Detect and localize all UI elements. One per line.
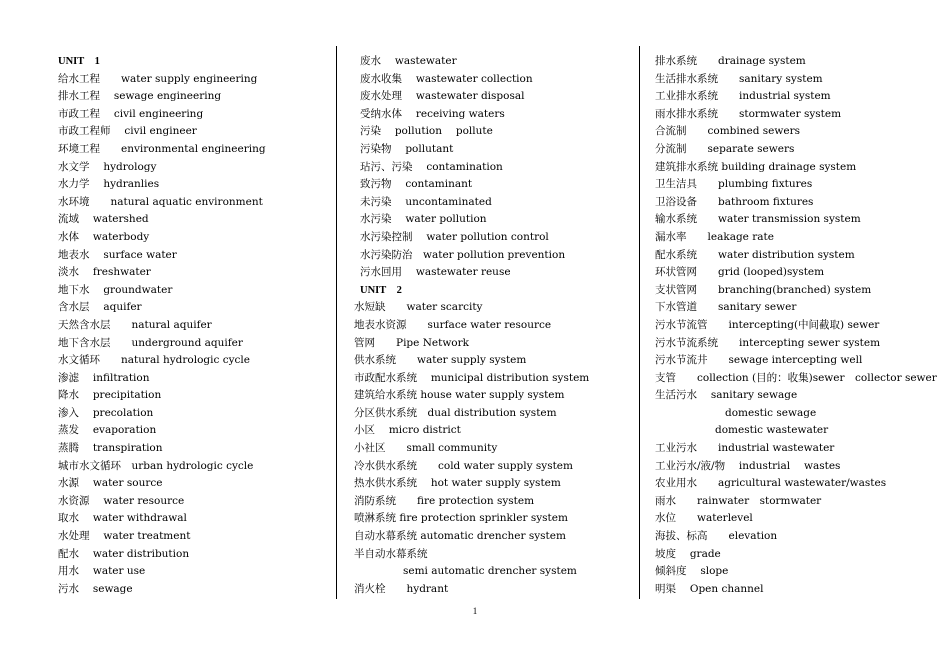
glossary-entry: 合流制 combined sewers xyxy=(655,125,800,138)
glossary-entry: domestic wastewater xyxy=(715,424,829,437)
glossary-entry: 农业用水 agricultural wastewater/wastes xyxy=(655,477,887,490)
glossary-entry: 坡度 grade xyxy=(655,547,721,560)
glossary-entry: 消防系统 fire protection system xyxy=(354,494,535,507)
glossary-entry: 支管 collection (目的：收集)sewer collector sewer xyxy=(655,371,937,384)
glossary-entry: 水体 waterbody xyxy=(58,230,150,243)
glossary-entry: 水污染控制 water pollution control xyxy=(360,230,549,243)
glossary-entry: 半自动水幕系统 xyxy=(354,547,428,560)
glossary-column-2 xyxy=(354,53,634,598)
glossary-entry: 雨水 rainwater stormwater xyxy=(655,494,822,507)
glossary-entry: 污水节流井 sewage intercepting well xyxy=(655,354,863,367)
glossary-entry: 市政工程师 civil engineer xyxy=(58,125,197,138)
glossary-entry: 用水 water use xyxy=(58,565,146,578)
glossary-entry: 地表水 surface water xyxy=(58,248,177,261)
glossary-entry: 工业排水系统 industrial system xyxy=(655,90,831,103)
glossary-entry: 生活排水系统 sanitary system xyxy=(655,72,823,85)
glossary-entry: 建筑排水系统 building drainage system xyxy=(655,160,857,173)
glossary-entry: 配水 water distribution xyxy=(58,547,190,560)
glossary-entry: 卫浴设备 bathroom fixtures xyxy=(655,195,814,208)
glossary-entry: 输水系统 water transmission system xyxy=(655,213,861,226)
column-divider-right xyxy=(639,46,640,599)
glossary-entry: 地下含水层 underground aquifer xyxy=(58,336,243,349)
glossary-entry: 给水工程 water supply engineering xyxy=(58,72,258,85)
glossary-entry: 降水 precipitation xyxy=(58,389,162,402)
glossary-entry: 生活污水 sanitary sewage xyxy=(655,389,798,402)
glossary-entry: 喷淋系统 fire protection sprinkler system xyxy=(354,512,568,525)
glossary-entry: 地表水资源 surface water resource xyxy=(354,318,552,331)
glossary-entry: 环状管网 grid (looped)system xyxy=(655,266,825,279)
glossary-entry: 水污染 water pollution xyxy=(360,213,487,226)
glossary-entry: 污水节流系统 intercepting sewer system xyxy=(655,336,881,349)
glossary-entry: 分区供水系统 dual distribution system xyxy=(354,406,557,419)
unit-heading: UNIT 2 xyxy=(360,284,402,296)
glossary-entry: 蒸腾 transpiration xyxy=(58,442,163,455)
glossary-entry: 蒸发 evaporation xyxy=(58,424,157,437)
glossary-entry: 污水 sewage xyxy=(58,582,133,595)
glossary-entry: 未污染 uncontaminated xyxy=(360,195,492,208)
column-divider-left xyxy=(336,46,337,599)
glossary-entry: 卫生洁具 plumbing fixtures xyxy=(655,178,813,191)
glossary-entry: semi automatic drencher system xyxy=(403,565,577,578)
glossary-entry: domestic sewage xyxy=(725,406,817,419)
glossary-entry: 小区 micro district xyxy=(354,424,461,437)
glossary-entry: 下水管道 sanitary sewer xyxy=(655,301,797,314)
glossary-entry: 天然含水层 natural aquifer xyxy=(58,318,212,331)
unit-heading: UNIT 1 xyxy=(58,56,100,67)
glossary-entry: 工业污水/液/物 industrial wastes xyxy=(655,459,841,472)
glossary-entry: 渗滤 infiltration xyxy=(58,371,150,384)
glossary-entry: 水资源 water resource xyxy=(58,494,185,507)
glossary-entry: 供水系统 water supply system xyxy=(354,354,527,367)
glossary-entry: 冷水供水系统 cold water supply system xyxy=(354,459,573,472)
glossary-entry: 淡水 freshwater xyxy=(58,266,151,279)
glossary-entry: 废水收集 wastewater collection xyxy=(360,72,533,85)
glossary-entry: 环境工程 environmental engineering xyxy=(58,142,266,155)
glossary-entry: 水环境 natural aquatic environment xyxy=(58,195,263,208)
glossary-entry: 热水供水系统 hot water supply system xyxy=(354,477,561,490)
glossary-entry: 含水层 aquifer xyxy=(58,301,142,314)
glossary-entry: 水污染防治 water pollution prevention xyxy=(360,248,566,261)
glossary-entry: 污染 pollution pollute xyxy=(360,125,493,138)
glossary-entry: 自动水幕系统 automatic drencher system xyxy=(354,530,566,543)
glossary-entry: 明渠 Open channel xyxy=(655,582,764,595)
glossary-entry: 致污物 contaminant xyxy=(360,178,473,191)
glossary-entry: 水文学 hydrology xyxy=(58,160,157,173)
glossary-entry: 管网 Pipe Network xyxy=(354,336,470,349)
glossary-entry: 受纳水体 receiving waters xyxy=(360,107,505,120)
glossary-entry: 海拔、标高 elevation xyxy=(655,530,778,543)
page-number: 1 xyxy=(472,606,478,616)
glossary-entry: 消火栓 hydrant xyxy=(354,582,449,595)
glossary-entry: 水文循环 natural hydrologic cycle xyxy=(58,354,250,367)
glossary-entry: 流域 watershed xyxy=(58,213,149,226)
glossary-entry: 地下水 groundwater xyxy=(58,283,173,296)
glossary-entry: 市政工程 civil engineering xyxy=(58,107,204,120)
glossary-entry: 雨水排水系统 stormwater system xyxy=(655,107,842,120)
glossary-entry: 废水 wastewater xyxy=(360,55,457,67)
glossary-entry: 水位 waterlevel xyxy=(655,512,753,525)
glossary-entry: 工业污水 industrial wastewater xyxy=(655,442,835,455)
glossary-entry: 渗入 precolation xyxy=(58,406,154,419)
glossary-entry: 分流制 separate sewers xyxy=(655,142,795,155)
glossary-entry: 排水工程 sewage engineering xyxy=(58,90,222,103)
glossary-column-3 xyxy=(655,53,945,598)
glossary-entry: 废水处理 wastewater disposal xyxy=(360,90,525,103)
glossary-entry: 漏水率 leakage rate xyxy=(655,230,774,243)
glossary-entry: 污水回用 wastewater reuse xyxy=(360,266,511,279)
glossary-entry: 玷污、污染 contamination xyxy=(360,160,503,173)
glossary-entry: 市政配水系统 municipal distribution system xyxy=(354,371,590,384)
glossary-entry: 水源 water source xyxy=(58,477,163,490)
glossary-entry: 小社区 small community xyxy=(354,442,498,455)
glossary-entry: 建筑给水系统 house water supply system xyxy=(354,389,565,402)
glossary-entry: 污染物 pollutant xyxy=(360,142,454,155)
glossary-entry: 排水系统 drainage system xyxy=(655,55,806,67)
glossary-entry: 配水系统 water distribution system xyxy=(655,248,855,261)
glossary-entry: 污水节流管 intercepting(中间截取) sewer xyxy=(655,318,880,331)
glossary-entry: 城市水文循环 urban hydrologic cycle xyxy=(58,459,254,472)
glossary-entry: 水短缺 water scarcity xyxy=(354,301,483,314)
glossary-column-1 xyxy=(58,53,328,598)
glossary-entry: 取水 water withdrawal xyxy=(58,512,187,525)
glossary-entry: 水处理 water treatment xyxy=(58,530,191,543)
glossary-entry: 倾斜度 slope xyxy=(655,565,729,578)
glossary-entry: 水力学 hydranlies xyxy=(58,178,160,191)
glossary-entry: 支状管网 branching(branched) system xyxy=(655,283,872,296)
